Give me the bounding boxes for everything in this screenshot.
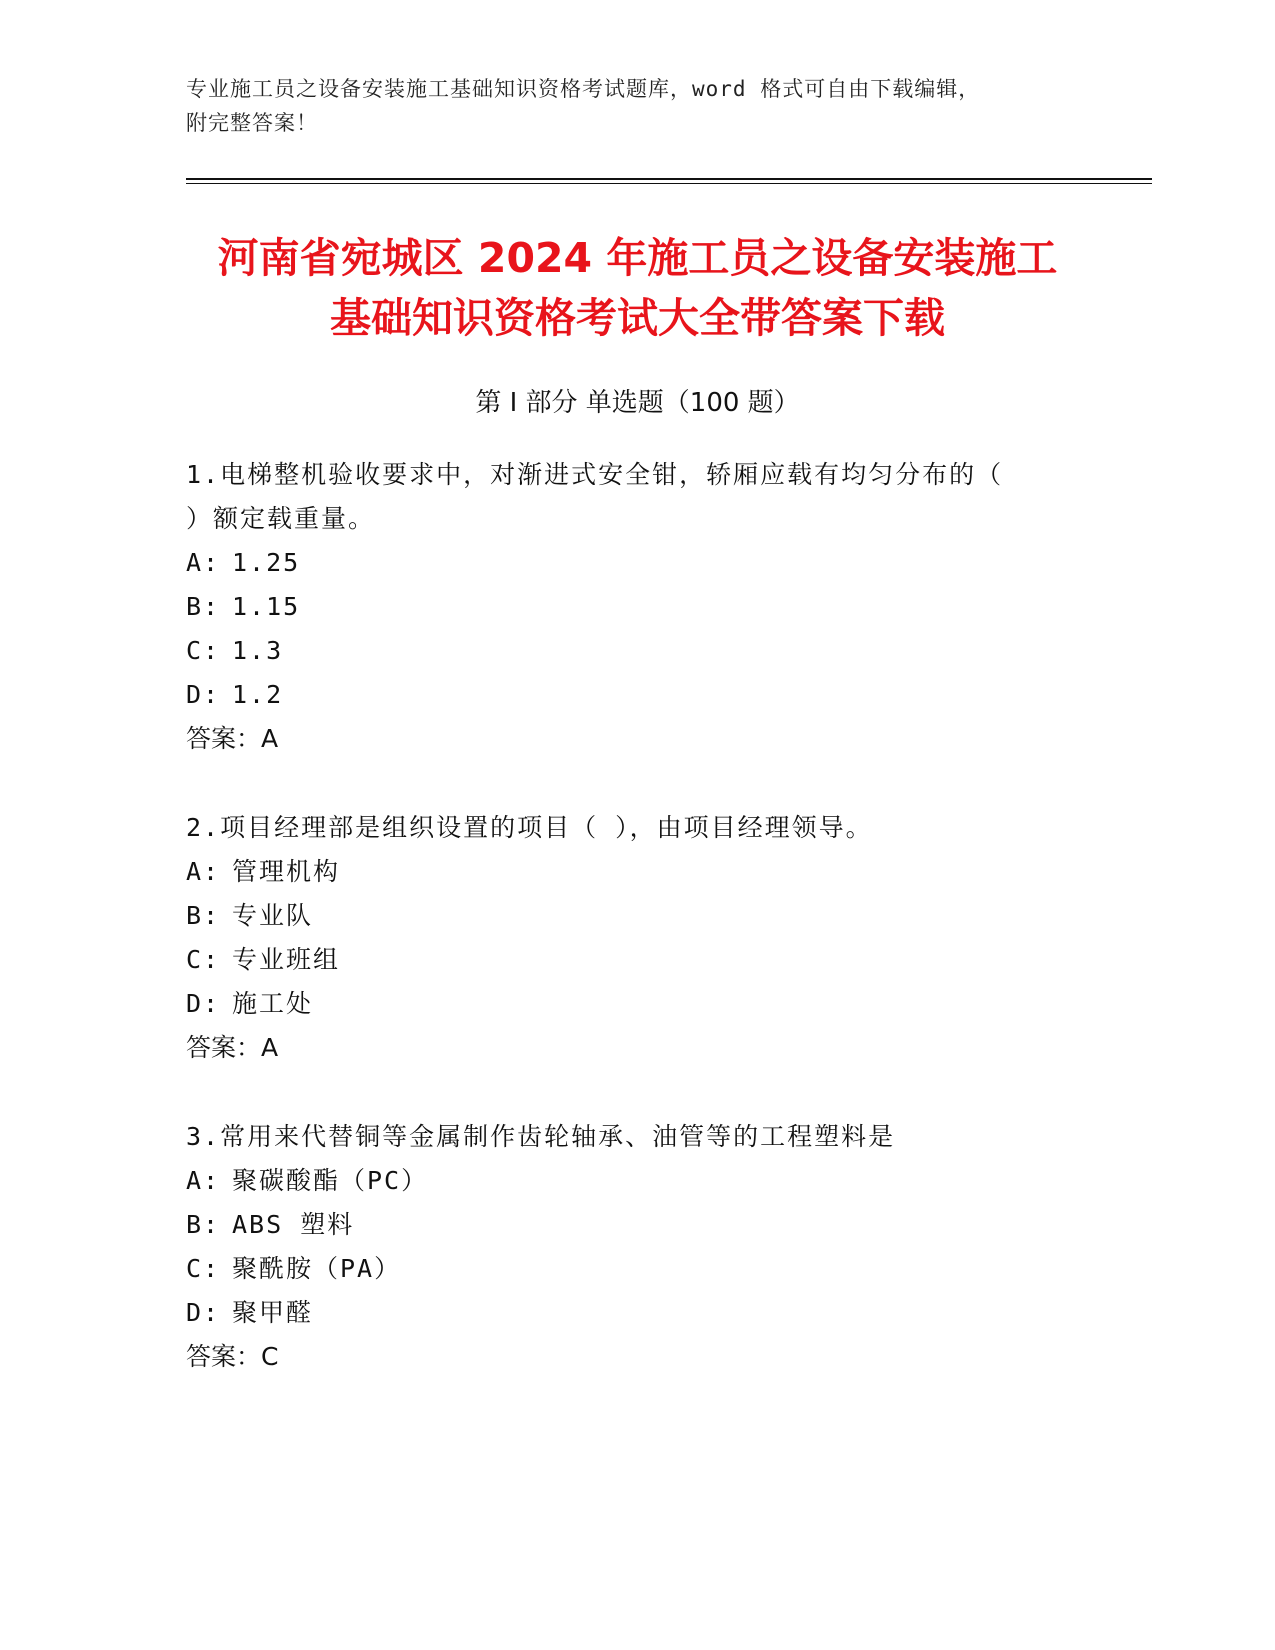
option-label: D: [186,680,221,709]
question-1-option-a [186,546,300,580]
question-3-option-b [186,1208,354,1242]
option-label: D: [186,1298,221,1327]
section-heading: 第 I 部分 单选题（100 题） [475,388,800,418]
option-text: 专业班组 [232,945,341,974]
question-2-text-line-1: 2.项目经理部是组织设置的项目（ ），由项目经理领导。 [186,813,873,842]
question-2-option-d [186,987,313,1021]
question-3-answer: 答案：C [186,1342,279,1371]
option-text: 管理机构 [232,857,341,886]
question-1-answer: 答案：A [186,724,279,753]
document-title [100,228,1175,348]
option-label: D: [186,989,221,1018]
option-label: C: [186,636,221,665]
question-2-option-b [186,899,313,933]
option-label: B: [186,1210,221,1239]
question-3-text-line-1: 3.常用来代替铜等金属制作齿轮轴承、油管等的工程塑料是 [186,1122,896,1151]
option-label: A: [186,1166,221,1195]
question-3-option-a [186,1164,428,1198]
header-note-line-1: 专业施工员之设备安装施工基础知识资格考试题库，word 格式可自由下载编辑， [186,77,981,101]
question-1-text-line-2: ）额定载重量。 [186,504,376,533]
header-note [186,72,1066,140]
option-label: C: [186,945,221,974]
question-1-option-d [186,678,283,712]
option-text: 1.15 [232,592,301,621]
option-text: 施工处 [232,989,314,1018]
question-3-option-c [186,1252,401,1286]
header-rule-thin [186,183,1152,184]
question-1-option-c [186,634,283,668]
document-title-line-2: 基础知识资格考试大全带答案下载 [330,294,945,342]
option-text: 聚酰胺（PA） [232,1254,402,1283]
option-label: A: [186,857,221,886]
option-text: 1.2 [232,680,284,709]
option-text: 专业队 [232,901,314,930]
header-rule-thick [186,178,1152,180]
option-text: 聚碳酸酯（PC） [232,1166,429,1195]
header-note-line-2: 附完整答案！ [186,111,318,135]
question-1-text-line-1: 1.电梯整机验收要求中，对渐进式安全钳，轿厢应载有均匀分布的（ [186,460,1004,489]
question-2-option-c [186,943,340,977]
option-text: ABS 塑料 [232,1210,355,1239]
question-2-answer: 答案：A [186,1033,279,1062]
question-1-option-b [186,590,300,624]
option-label: A: [186,548,221,577]
option-label: C: [186,1254,221,1283]
option-label: B: [186,901,221,930]
option-text: 1.3 [232,636,284,665]
option-text: 聚甲醛 [232,1298,314,1327]
question-3-option-d [186,1296,313,1330]
option-label: B: [186,592,221,621]
document-title-line-1: 河南省宛城区 2024 年施工员之设备安装施工 [217,234,1058,282]
option-text: 1.25 [232,548,301,577]
question-2-option-a [186,855,340,889]
